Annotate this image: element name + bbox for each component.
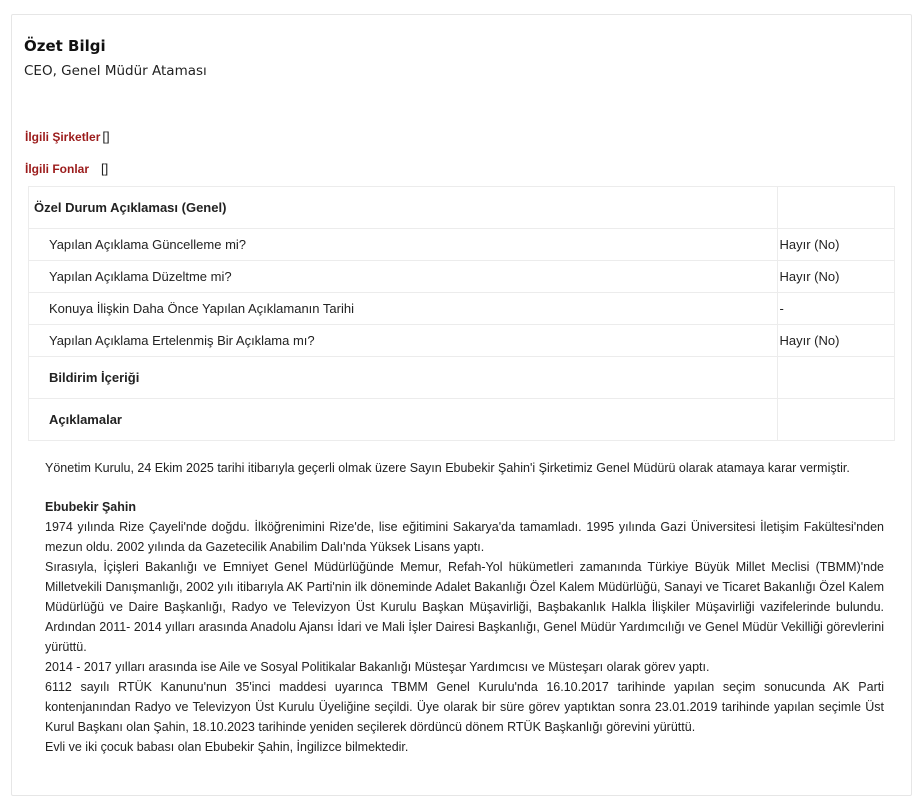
bio-paragraph: 1974 yılında Rize Çayeli'nde doğdu. İlköğrenimini Rize'de, lise eğitimini Sakarya'da tamamladı. 1995 yılında Gazi Üniversitesi İletişim Fakültesi'nden mezun oldu. 2002 yılında da Gazetecilik Anabilim Dalı'nda Yüksek Lisans yaptı. xyxy=(45,520,884,554)
table-row xyxy=(29,293,895,325)
table-row xyxy=(29,325,895,357)
row-value: - xyxy=(778,293,895,325)
bio-paragraph: Sırasıyla, İçişleri Bakanlığı ve Emniyet Genel Müdürlüğünde Memur, Refah-Yol hükümetleri zamanında Türkiye Büyük Millet Meclisi (TBMM)'nde Milletvekili Danışmanlığı, 2002 yılı itibarıyla AK Parti'nin ilk döneminde Adalet Bakanlığı Özel Kalem Müdürlüğü, Sanayi ve Ticaret Bakanlığı Özel Kalem Müdürlüğü ve Daire Başkanlığı, Radyo ve Televizyon Üst Kurulu Başkan Müşavirliği, Başbakanlık Halkla İlişkiler Müşavirliği vazifelerinde bulundu. Ardından 2011- 2014 yılları arasında Anadolu Ajansı İdari ve Mali İşler Dairesi Başkanlığı, Genel Müdür Yardımcılığı ve Genel Müdür Vekilliği görevlerini yürüttü. xyxy=(45,560,884,654)
row-label: Yapılan Açıklama Ertelenmiş Bir Açıklama mı? xyxy=(29,325,778,357)
row-label: Yapılan Açıklama Güncelleme mi? xyxy=(29,229,778,261)
bio-paragraph: 2014 - 2017 yılları arasında ise Aile ve Sosyal Politikalar Bakanlığı Müsteşar Yardımcısı ve Müsteşarı olarak görev yaptı. xyxy=(45,660,710,674)
announcement-lead: Yönetim Kurulu, 24 Ekim 2025 tarihi itibarıyla geçerli olmak üzere Sayın Ebubekir Şahin'i Şirketimiz Genel Müdürü olarak atamaya karar vermiştir. xyxy=(45,461,850,475)
related-funds xyxy=(25,161,108,176)
row-label: Yapılan Açıklama Düzeltme mi? xyxy=(29,261,778,293)
disclosure-card xyxy=(11,14,912,796)
related-companies xyxy=(25,129,110,144)
summary-subject: CEO, Genel Müdür Ataması xyxy=(24,63,207,79)
related-companies-label: İlgili Şirketler xyxy=(25,130,101,144)
row-value: Hayır (No) xyxy=(778,229,895,261)
table-section-row xyxy=(29,187,895,229)
notes-title: Açıklamalar xyxy=(29,399,778,441)
content-value-cell xyxy=(778,357,895,399)
person-name: Ebubekir Şahin xyxy=(45,500,136,514)
announcement-body xyxy=(45,458,884,757)
related-funds-value: [] xyxy=(101,161,109,176)
table-row xyxy=(29,229,895,261)
table-section-row xyxy=(29,399,895,441)
table-section-row xyxy=(29,357,895,399)
summary-heading: Özet Bilgi xyxy=(24,37,106,55)
row-label: Konuya İlişkin Daha Önce Yapılan Açıklamanın Tarihi xyxy=(29,293,778,325)
notes-value-cell xyxy=(778,399,895,441)
table-row xyxy=(29,261,895,293)
disclosure-table xyxy=(28,186,895,441)
row-value: Hayır (No) xyxy=(778,261,895,293)
related-companies-value: [] xyxy=(102,129,110,144)
row-value: Hayır (No) xyxy=(778,325,895,357)
bio-paragraph: Evli ve iki çocuk babası olan Ebubekir Şahin, İngilizce bilmektedir. xyxy=(45,740,409,754)
content-title: Bildirim İçeriği xyxy=(29,357,778,399)
section-title: Özel Durum Açıklaması (Genel) xyxy=(29,187,778,229)
related-funds-label: İlgili Fonlar xyxy=(25,162,90,176)
section-value-cell xyxy=(778,187,895,229)
bio-paragraph: 6112 sayılı RTÜK Kanunu'nun 35'inci maddesi uyarınca TBMM Genel Kurulu'nda 16.10.2017 tarihinde yapılan seçim sonucunda AK Parti kontenjanından Radyo ve Televizyon Üst Kurulu Üyeliğine seçildi. Üye olarak bir süre görev yaptıktan sonra 23.01.2019 tarihinde yapılan seçimle Üst Kurul Başkanı olan Şahin, 18.10.2023 tarihinde yeniden seçilerek dördüncü dönem RTÜK Başkanlığı görevini yürüttü. xyxy=(45,680,884,734)
